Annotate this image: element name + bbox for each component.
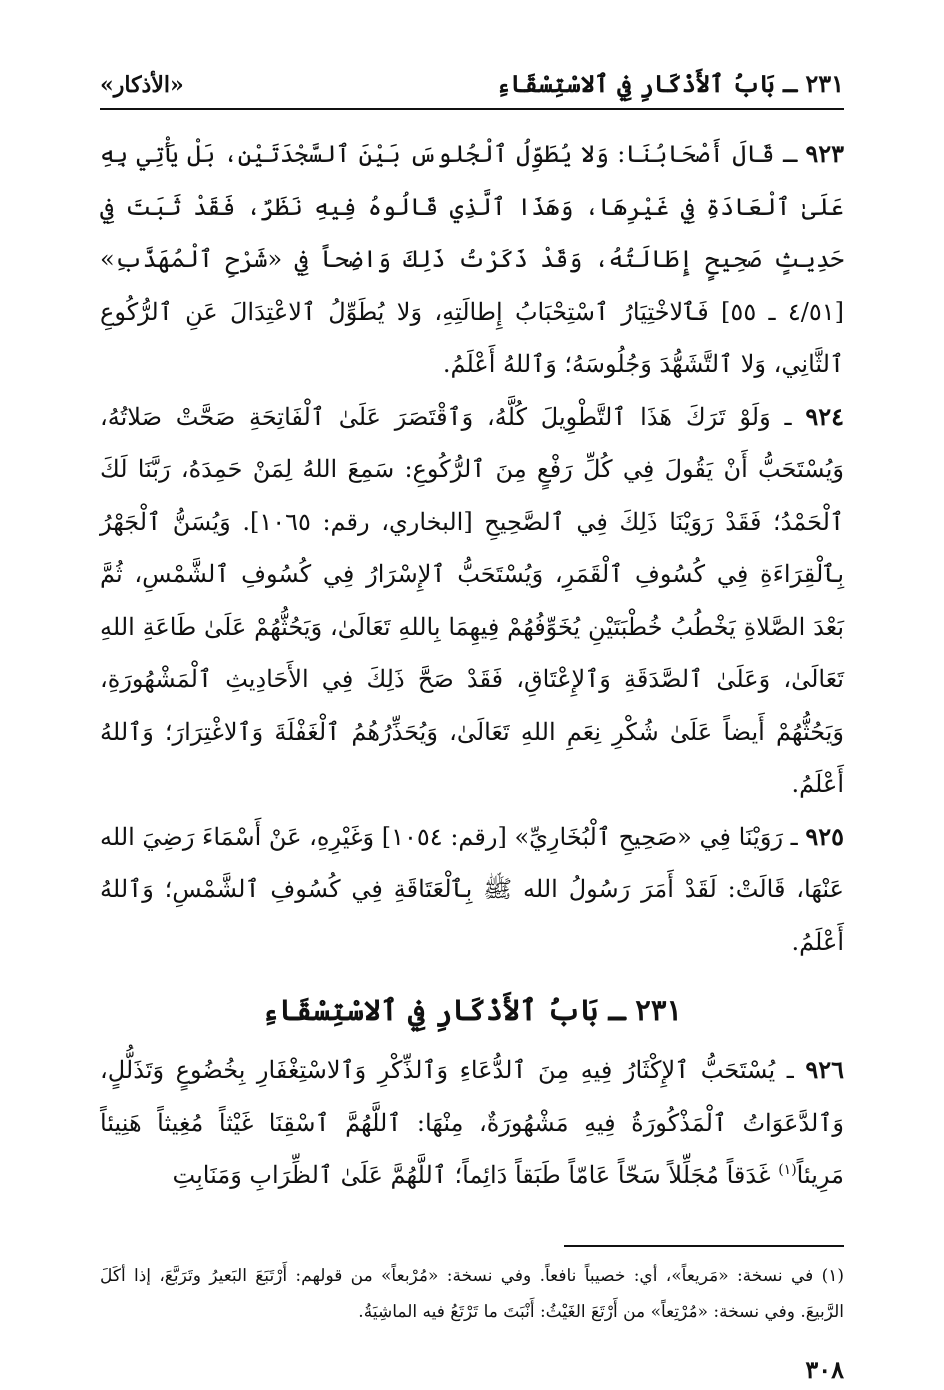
paragraph-text-continued: غَدَقاً مُجَلِّلاً سَحّاً عَامّاً طَبَقاً دَائِماً؛ ٱللَّهُمَّ عَلَىٰ ٱلظِّرَابِ وَمَنَابِتِ: [172, 1161, 779, 1189]
page-number: ٣٠٨: [805, 1355, 844, 1384]
paragraph-926: [100, 1044, 844, 1202]
paragraph-number: ٩٢٤: [805, 401, 844, 431]
header-book-title: «الأذكار»: [100, 72, 184, 98]
page-body: [100, 128, 844, 1202]
running-header: [100, 60, 844, 110]
chapter-heading: ٢٣١ ـ بَابُ ٱلأَذْكَارِ فِي ٱلاسْتِسْقَاءِ: [261, 993, 683, 1027]
paragraph-925: [100, 811, 844, 969]
paragraph-text: ـ يُسْتَحَبُّ ٱلإِكْثَارُ فِيهِ مِنَ ٱلدُّعَاءِ وَٱلذِّكْرِ وَٱلاسْتِغْفَارِ بِخُضُوعٍ وَتَذَلُّلٍ، وَٱلدَّعَوَاتُ ٱلْمَذْكُورَةُ فِيهِ مَشْهُورَةٌ، مِنْهَا: ٱللَّهُمَّ ٱسْقِنَا غَيْثاً مُغِيثاً هَنِيئاً مَرِيئاً: [100, 1056, 844, 1189]
footnote-marker: (١): [821, 1266, 844, 1286]
paragraph-number: ٩٢٦: [805, 1055, 844, 1084]
paragraph-text: ـ وَلَوْ تَرَكَ هَذَا ٱلتَّطْوِيلَ كُلَّهُ، وَٱقْتَصَرَ عَلَىٰ ٱلْفَاتِحَةِ صَحَّتْ صَلاتُهُ، وَيُسْتَحَبُّ أَنْ يَقُولَ فِي كُلِّ رَفْعٍ مِنَ ٱلرُّكُوعِ: سَمِعَ اللهُ لِمَنْ حَمِدَهُ، رَبَّنَا لَكَ ٱلْحَمْدُ؛ فَقَدْ رَوَيْنَا ذَلِكَ فِي ٱلصَّحِيحِ [البخاري، رقم: ١٠٦٥]. وَيُسَنُّ ٱلْجَهْرُ بِٱلْقِرَاءَةِ فِي كُسُوفِ ٱلْقَمَرِ، وَيُسْتَحَبُّ ٱلإِسْرَارُ فِي كُسُوفِ ٱلشَّمْسِ، ثُمَّ بَعْدَ الصَّلاةِ يَخْطُبُ خُطْبَتَيْنِ يُخَوِّفُهُمْ فِيهِمَا بِاللهِ تَعَالَىٰ، وَيَحُثُّهُمْ عَلَىٰ طَاعَةِ اللهِ تَعَالَىٰ، وَعَلَىٰ ٱلصَّدَقَةِ وَٱلإِعْتَاقِ، فَقَدْ صَحَّ ذَلِكَ فِي الأَحَادِيثِ ٱلْمَشْهُورَةِ، وَيَحُثُّهُمْ أَيضاً عَلَىٰ شُكْرِ نِعَمِ اللهِ تَعَالَىٰ، وَيُحَذِّرُهُمُ ٱلْغَفْلَةَ وَٱلاغْتِرَارَ؛ وَٱللهُ أَعْلَمُ.: [100, 402, 844, 798]
paragraph-text: ـ رَوَيْنَا فِي «صَحِيحِ ٱلْبُخَارِيِّ» [رقم: ١٠٥٤] وَغَيْرِهِ، عَنْ أَسْمَاءَ رَضِيَ الله عَنْهَا، قَالَتْ: لَقَدْ أَمَرَ رَسُولُ الله ﷺ بِٱلْعَتَاقَةِ فِي كُسُوفِ ٱلشَّمْسِ؛ وَٱللهُ أَعْلَمُ.: [100, 822, 844, 956]
footnote-text: في نسخة: «مَريعاً»، أي: خصيباً نافعاً. وفي نسخة: «مُرْبعاً» من قولهم: أَرْتَبَعَ البَعيرُ وتَرَبَّعَ، إذا أكَلَ الرَّبيعَ. وفي نسخة: «مُرْتِعاً» من أَرْتَعَ الغَيْثُ: أَنْبَتَ ما تَرْتَعُ فيه الماشِيَةُ.: [100, 1266, 844, 1322]
paragraph-924: [100, 391, 844, 811]
paragraph-number: ٩٢٥: [805, 821, 845, 851]
footnote-divider: [564, 1245, 844, 1247]
book-page: [100, 60, 844, 1384]
paragraph-text: ـ قَالَ أَصْحَابُنَا: وَلا يُطَوِّلُ ٱلْجُلوسَ بَيْنَ ٱلسَّجْدَتَيْنِ، بَلْ يَأْتِي بِهِ عَلَىٰ ٱلْعَادَةِ فِي غَيْرِهَا، وَهَذَا ٱلَّذِي قَالُوهُ فِيهِ نَظَرٌ، فَقَدْ ثَبَتَ فِي حَدِيثٍ صَحِيحٍ إِطَالَتُهُ، وَقَدْ ذَكَرْتُ ذَلِكَ وَاضِحاً فِي «شَرْحِ ٱلْمُهَذَّبِ» [٤/٥١ ـ ٥٥] فَٱلاخْتِيَارُ ٱسْتِحْبَابُ إِطالَتِهِ، وَلا يُطَوِّلُ ٱلاعْتِدَالَ عَنِ ٱلرُّكُوعِ ٱلثَّانِي، وَلا ٱلتَّشَهُّدَ وَجُلُوسَهُ؛ وَٱللهُ أَعْلَمُ.: [100, 140, 844, 378]
header-chapter-title: ٢٣١ ـ بَابُ ٱلأَذْكَارِ فِي ٱلاسْتِسْقَاءِ: [496, 69, 844, 98]
paragraph-923: [100, 128, 844, 391]
footnote-reference[interactable]: (١): [778, 1162, 797, 1178]
footnote-1: [100, 1258, 844, 1330]
paragraph-number: ٩٢٣: [805, 139, 844, 168]
footnotes: [100, 1258, 844, 1330]
